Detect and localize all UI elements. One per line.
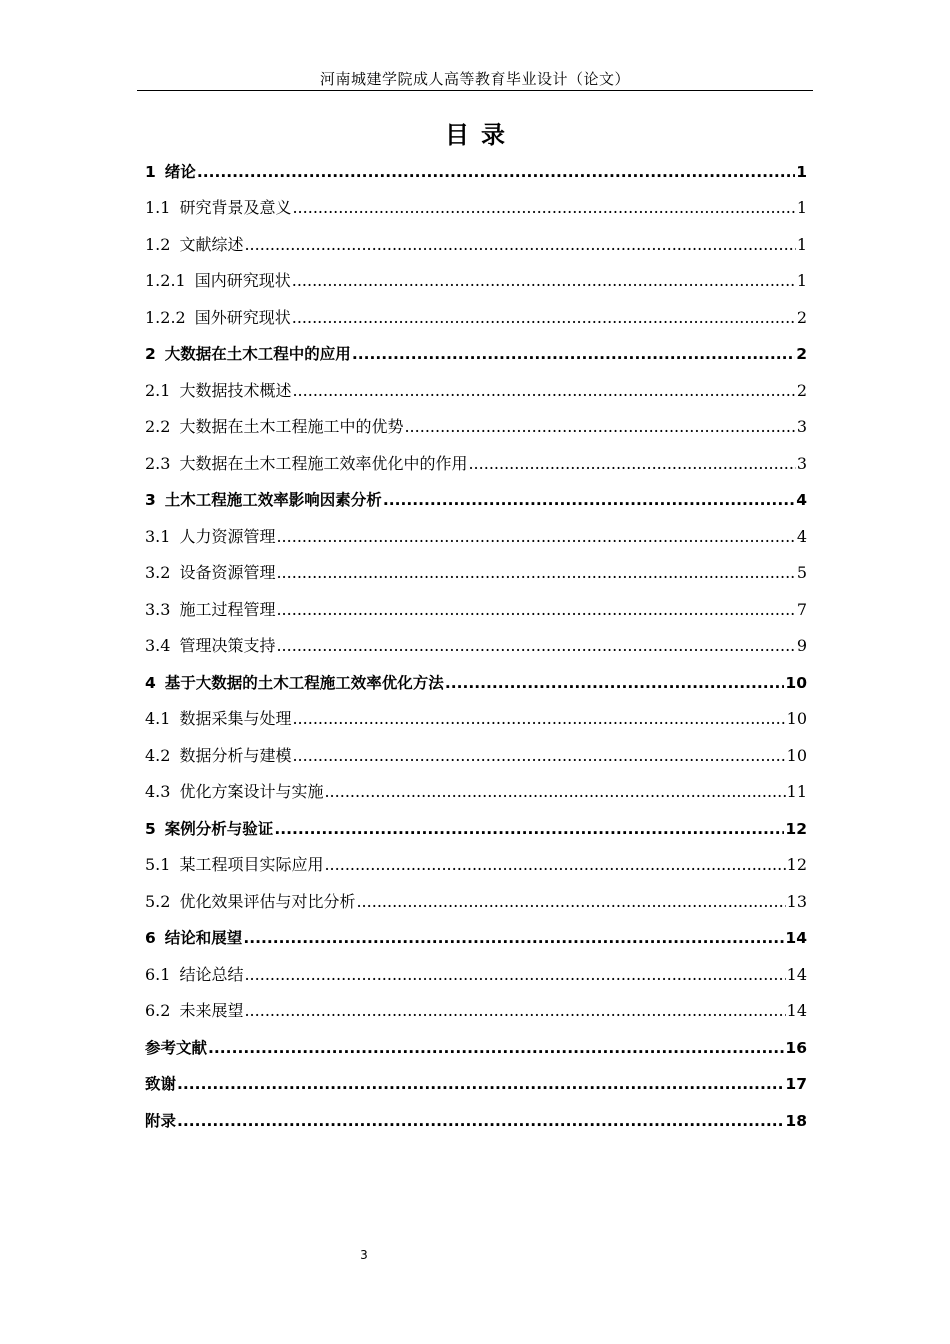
- toc-entry-page: 18: [785, 1111, 807, 1130]
- toc-entry-number: 3.4: [145, 636, 171, 655]
- toc-entry-references[interactable]: [145, 1022, 807, 1059]
- toc-entry-1-2-2[interactable]: [145, 292, 807, 329]
- toc-entry-number: 1.2.1: [145, 271, 186, 290]
- toc-entry-page: 14: [785, 929, 807, 947]
- toc-entry-1[interactable]: [145, 146, 807, 183]
- toc-leader-dots: [292, 745, 785, 767]
- toc-entry-page: 4: [796, 526, 807, 546]
- toc-entry-page: 11: [786, 782, 807, 801]
- toc-entry-6-2[interactable]: [145, 986, 807, 1023]
- toc-entry-page: 14: [786, 964, 807, 984]
- toc-entry-number: 5.1: [145, 855, 171, 874]
- toc-entry-acknowledgements[interactable]: [145, 1059, 807, 1096]
- toc-entry-number: 2: [145, 345, 156, 363]
- toc-entry-page: 2: [796, 380, 807, 400]
- toc-entry-number: 3: [145, 491, 156, 509]
- toc-entry-3-2[interactable]: [145, 548, 807, 585]
- toc-entry-text: 数据分析与建模: [179, 745, 292, 765]
- toc-entry-text: 国外研究现状: [194, 307, 291, 327]
- toc-entry-page: 7: [796, 599, 807, 619]
- toc-entry-4-2[interactable]: [145, 730, 807, 767]
- toc-entry-5[interactable]: [145, 803, 807, 840]
- toc-entry-text: 某工程项目实际应用: [179, 855, 324, 874]
- toc-list: [145, 146, 807, 1132]
- toc-entry-text: 结论和展望: [164, 929, 243, 947]
- page-number: 3: [360, 1248, 368, 1262]
- toc-entry-1-2-1[interactable]: [145, 256, 807, 293]
- toc-leader-dots: [292, 307, 796, 329]
- toc-entry-text: 附录: [145, 1111, 177, 1130]
- toc-entry-page: 16: [785, 1038, 807, 1057]
- toc-entry-number: 4.1: [145, 709, 171, 728]
- toc-leader-dots: [292, 380, 795, 402]
- toc-entry-number: 3.2: [145, 563, 171, 582]
- toc-entry-page: 1: [796, 271, 807, 290]
- toc-entry-number: 5.2: [145, 891, 171, 911]
- toc-entry-number: 3.1: [145, 526, 171, 546]
- toc-entry-number: 2.2: [145, 417, 171, 436]
- toc-entry-number: 5: [145, 819, 156, 838]
- header-rule: [137, 90, 813, 91]
- toc-entry-page: 3: [796, 417, 807, 436]
- toc-entry-number: 1.2: [145, 234, 171, 254]
- toc-entry-page: 2: [796, 345, 807, 363]
- toc-entry-6-1[interactable]: [145, 949, 807, 986]
- toc-entry-text: 研究背景及意义: [179, 198, 292, 217]
- toc-leader-dots: [208, 1037, 784, 1059]
- toc-entry-text: 结论总结: [179, 964, 244, 984]
- toc-entry-number: 2.1: [145, 380, 171, 400]
- toc-entry-page: 13: [786, 891, 807, 911]
- toc-leader-dots: [244, 234, 795, 256]
- toc-entry-text: 国内研究现状: [194, 271, 291, 290]
- toc-entry-number: 3.3: [145, 599, 171, 619]
- toc-leader-dots: [276, 599, 795, 621]
- toc-entry-appendix[interactable]: [145, 1095, 807, 1132]
- toc-entry-number: 4.2: [145, 745, 171, 765]
- toc-leader-dots: [352, 343, 795, 365]
- toc-entry-number: 1.1: [145, 198, 171, 217]
- toc-entry-4[interactable]: [145, 657, 807, 694]
- toc-entry-page: 14: [786, 1001, 807, 1020]
- toc-title-part2: 录: [481, 121, 505, 149]
- toc-entry-3[interactable]: [145, 475, 807, 512]
- toc-entry-text: 土木工程施工效率影响因素分析: [164, 491, 382, 509]
- toc-entry-1-2[interactable]: [145, 219, 807, 256]
- toc-entry-text: 绪论: [164, 162, 196, 181]
- toc-leader-dots: [468, 453, 795, 475]
- toc-entry-page: 1: [796, 234, 807, 254]
- toc-entry-2-1[interactable]: [145, 365, 807, 402]
- toc-entry-3-3[interactable]: [145, 584, 807, 621]
- toc-entry-text: 人力资源管理: [179, 526, 276, 546]
- toc-entry-number: 6.1: [145, 964, 171, 984]
- toc-leader-dots: [292, 708, 785, 730]
- toc-leader-dots: [243, 927, 784, 949]
- toc-entry-number: 6: [145, 929, 156, 947]
- toc-entry-page: 9: [796, 636, 807, 655]
- toc-entry-5-2[interactable]: [145, 876, 807, 913]
- toc-entry-number: 4.3: [145, 782, 171, 801]
- toc-leader-dots: [445, 672, 785, 694]
- page-header: 河南城建学院成人高等教育毕业设计（论文）: [319, 70, 630, 88]
- toc-entry-page: 17: [785, 1075, 807, 1093]
- toc-leader-dots: [177, 1110, 784, 1132]
- toc-entry-text: 优化效果评估与对比分析: [179, 891, 356, 911]
- toc-leader-dots: [383, 489, 795, 511]
- toc-entry-number: 2.3: [145, 453, 171, 473]
- toc-entry-text: 案例分析与验证: [164, 819, 274, 838]
- toc-entry-number: 4: [145, 673, 156, 692]
- toc-entry-page: 4: [796, 491, 807, 509]
- toc-entry-text: 文献综述: [179, 234, 244, 254]
- toc-leader-dots: [274, 818, 784, 840]
- toc-leader-dots: [244, 1000, 785, 1022]
- toc-entry-page: 12: [786, 855, 807, 874]
- toc-entry-page: 1: [796, 162, 807, 181]
- toc-entry-page: 10: [786, 745, 807, 765]
- toc-entry-5-1[interactable]: [145, 840, 807, 877]
- toc-entry-page: 1: [796, 198, 807, 217]
- toc-leader-dots: [244, 964, 785, 986]
- toc-entry-text: 优化方案设计与实施: [179, 782, 324, 801]
- toc-entry-text: 致谢: [145, 1075, 177, 1093]
- toc-entry-3-4[interactable]: [145, 621, 807, 658]
- toc-entry-text: 大数据在土木工程施工中的优势: [179, 417, 404, 436]
- toc-entry-page: 10: [785, 673, 807, 692]
- toc-entry-2[interactable]: [145, 329, 807, 366]
- toc-entry-1-1[interactable]: [145, 183, 807, 220]
- toc-entry-page: 2: [796, 307, 807, 327]
- toc-entry-text: 大数据技术概述: [179, 380, 292, 400]
- toc-leader-dots: [404, 416, 795, 438]
- toc-entry-3-1[interactable]: [145, 511, 807, 548]
- toc-entry-number: 1.2.2: [145, 307, 186, 327]
- toc-entry-text: 大数据在土木工程中的应用: [164, 345, 351, 363]
- toc-entry-text: 基于大数据的土木工程施工效率优化方法: [164, 673, 444, 692]
- toc-leader-dots: [276, 635, 795, 657]
- toc-entry-page: 10: [786, 709, 807, 728]
- toc-entry-text: 未来展望: [179, 1001, 244, 1020]
- toc-entry-text: 施工过程管理: [179, 599, 276, 619]
- toc-leader-dots: [292, 270, 796, 292]
- toc-entry-4-1[interactable]: [145, 694, 807, 731]
- toc-entry-text: 管理决策支持: [179, 636, 276, 655]
- toc-entry-2-2[interactable]: [145, 402, 807, 439]
- toc-leader-dots: [177, 1073, 784, 1095]
- toc-entry-text: 数据采集与处理: [179, 709, 292, 728]
- toc-title-part1: 目: [445, 121, 469, 149]
- toc-entry-text: 参考文献: [145, 1038, 208, 1057]
- toc-entry-number: 1: [145, 162, 156, 181]
- toc-entry-page: 12: [785, 819, 807, 838]
- toc-leader-dots: [356, 891, 785, 913]
- toc-leader-dots: [292, 197, 795, 219]
- toc-entry-page: 3: [796, 453, 807, 473]
- toc-leader-dots: [276, 562, 795, 584]
- toc-entry-4-3[interactable]: [145, 767, 807, 804]
- toc-leader-dots: [276, 526, 795, 548]
- toc-entry-2-3[interactable]: [145, 438, 807, 475]
- toc-entry-text: 设备资源管理: [179, 563, 276, 582]
- toc-leader-dots: [197, 161, 795, 183]
- toc-leader-dots: [324, 781, 785, 803]
- toc-leader-dots: [324, 854, 785, 876]
- toc-entry-text: 大数据在土木工程施工效率优化中的作用: [179, 453, 468, 473]
- toc-entry-number: 6.2: [145, 1001, 171, 1020]
- toc-entry-page: 5: [796, 563, 807, 582]
- toc-entry-6[interactable]: [145, 913, 807, 950]
